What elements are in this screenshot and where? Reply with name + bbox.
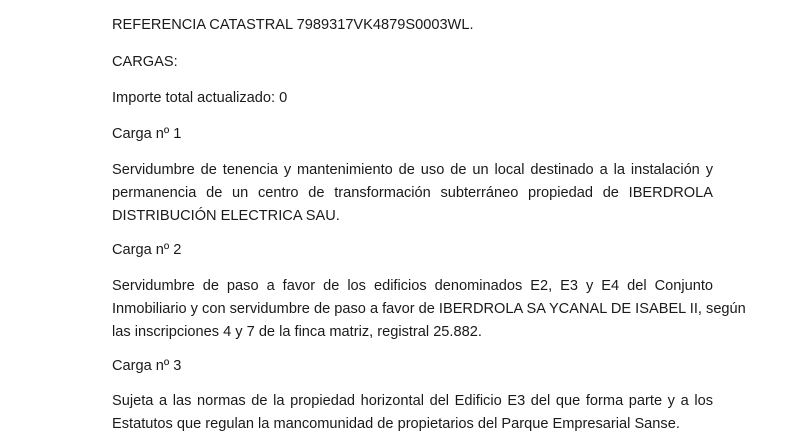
carga-2-line-3: las inscripciones 4 y 7 de la finca matriz, registral 25.882. [112,324,482,340]
carga-2-line-2: Inmobiliario y con servidumbre de paso a favor de IBERDROLA SA YCANAL DE ISABEL II, según [112,301,746,317]
carga-1-line-1: Servidumbre de tenencia y mantenimiento de uso de un local destinado a la instalación y [112,162,713,178]
importe-total: Importe total actualizado: 0 [112,90,288,106]
carga-2-text [112,275,746,344]
carga-1-line-3: DISTRIBUCIÓN ELECTRICA SAU. [112,208,340,224]
carga-3-title: Carga nº 3 [112,358,182,374]
carga-3-line-2: Estatutos que regulan la mancomunidad de propietarios del Parque Empresarial Sanse. [112,416,680,432]
carga-1-title: Carga nº 1 [112,126,182,142]
carga-1-text [112,159,713,228]
carga-2-title: Carga nº 2 [112,242,182,258]
carga-2-line-1: Servidumbre de paso a favor de los edificios denominados E2, E3 y E4 del Conjunto [112,278,713,294]
referencia-catastral: REFERENCIA CATASTRAL 7989317VK4879S0003WL. [112,17,474,33]
cargas-heading: CARGAS: [112,54,178,70]
carga-3-line-1: Sujeta a las normas de la propiedad horizontal del Edificio E3 del que forma parte y a los [112,393,713,409]
carga-3-text [112,390,713,436]
carga-1-line-2: permanencia de un centro de transformación subterráneo propiedad de IBERDROLA [112,185,713,201]
